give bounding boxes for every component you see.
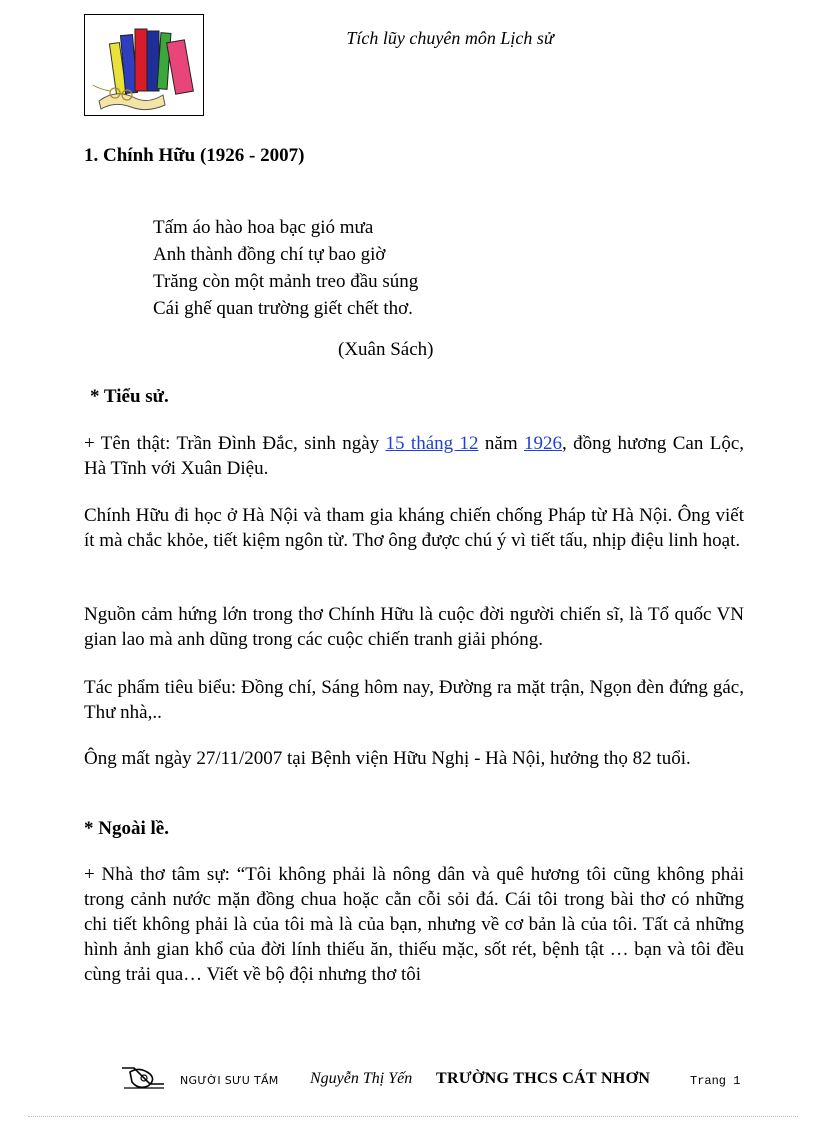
books-logo: [84, 14, 204, 116]
biography-text: , đồng hương Can Lộc, Hà Tĩnh với Xuân Diệu.: [84, 433, 745, 479]
biography-heading: * Tiểu sử.: [90, 386, 169, 407]
biography-text: + Tên thật: Trần Đình Đắc, sinh ngày: [84, 433, 386, 454]
page-number: Trang 1: [690, 1074, 741, 1088]
extra-heading: * Ngoài lề.: [84, 818, 169, 839]
biography-text: năm: [478, 433, 524, 454]
page-bottom-divider: [28, 1116, 798, 1117]
header-title: Tích lũy chuyên môn Lịch sử: [346, 28, 554, 48]
poem-line: Anh thành đồng chí tự bao giờ: [153, 244, 386, 265]
biography-paragraph-2: Chính Hữu đi học ở Hà Nội và tham gia kháng chiến chống Pháp từ Hà Nội. Ông viết ít mà chắc khỏe, tiết kiệm ngôn từ. Thơ ông được chú ý vì tiết tấu, nhịp điệu linh hoạt.: [84, 505, 744, 551]
page-footer: [120, 1062, 750, 1096]
footer-school-name: TRƯỜNG THCS CÁT NHƠN: [436, 1070, 651, 1087]
section-title: 1. Chính Hữu (1926 - 2007): [84, 145, 305, 166]
birth-year-link[interactable]: 1926: [524, 433, 562, 454]
books-icon: [85, 15, 203, 115]
extra-paragraph-1: + Nhà thơ tâm sự: “Tôi không phải là nông dân và quê hương tôi cũng không phải trong cảnh nước mặn đồng chua hoặc cằn cỗi sỏi đá. Cái tôi trong bài thơ có những chi tiết không phải là của tôi mà là của bạn, nhưng về cơ bản là của tôi. Tất cả những hình ảnh gian khổ của đời lính thiếu ăn, thiếu mặc, sốt rét, bệnh tật … bạn và tôi đều cùng trải qua… Viết về bộ đội nhưng thơ tôi: [84, 864, 744, 985]
biography-paragraph-4: Tác phẩm tiêu biểu: Đồng chí, Sáng hôm nay, Đường ra mặt trận, Ngọn đèn đứng gác, Thư nhà,..: [84, 677, 744, 723]
footer-collector-label: NGƯỜI SƯU TẦM: [180, 1074, 279, 1087]
poem: [153, 214, 418, 322]
poem-author: (Xuân Sách): [338, 339, 434, 360]
biography-paragraph-5: Ông mất ngày 27/11/2007 tại Bệnh viện Hữu Nghị - Hà Nội, hưởng thọ 82 tuổi.: [84, 748, 691, 769]
poem-line: Tấm áo hào hoa bạc gió mưa: [153, 217, 374, 238]
biography-paragraph-3: Nguồn cảm hứng lớn trong thơ Chính Hữu là cuộc đời người chiến sĩ, là Tổ quốc VN gian lao mà anh dũng trong các cuộc chiến tranh giải phóng.: [84, 604, 744, 650]
footer-author-name: Nguyễn Thị Yến: [310, 1070, 413, 1087]
poem-line: Trăng còn một mảnh treo đầu súng: [153, 271, 419, 292]
poem-line: Cái ghế quan trường giết chết thơ.: [153, 298, 413, 319]
biography-paragraph-1: [84, 431, 744, 481]
writing-hand-icon: [120, 1062, 168, 1092]
birth-date-link[interactable]: 15 tháng 12: [385, 433, 479, 454]
